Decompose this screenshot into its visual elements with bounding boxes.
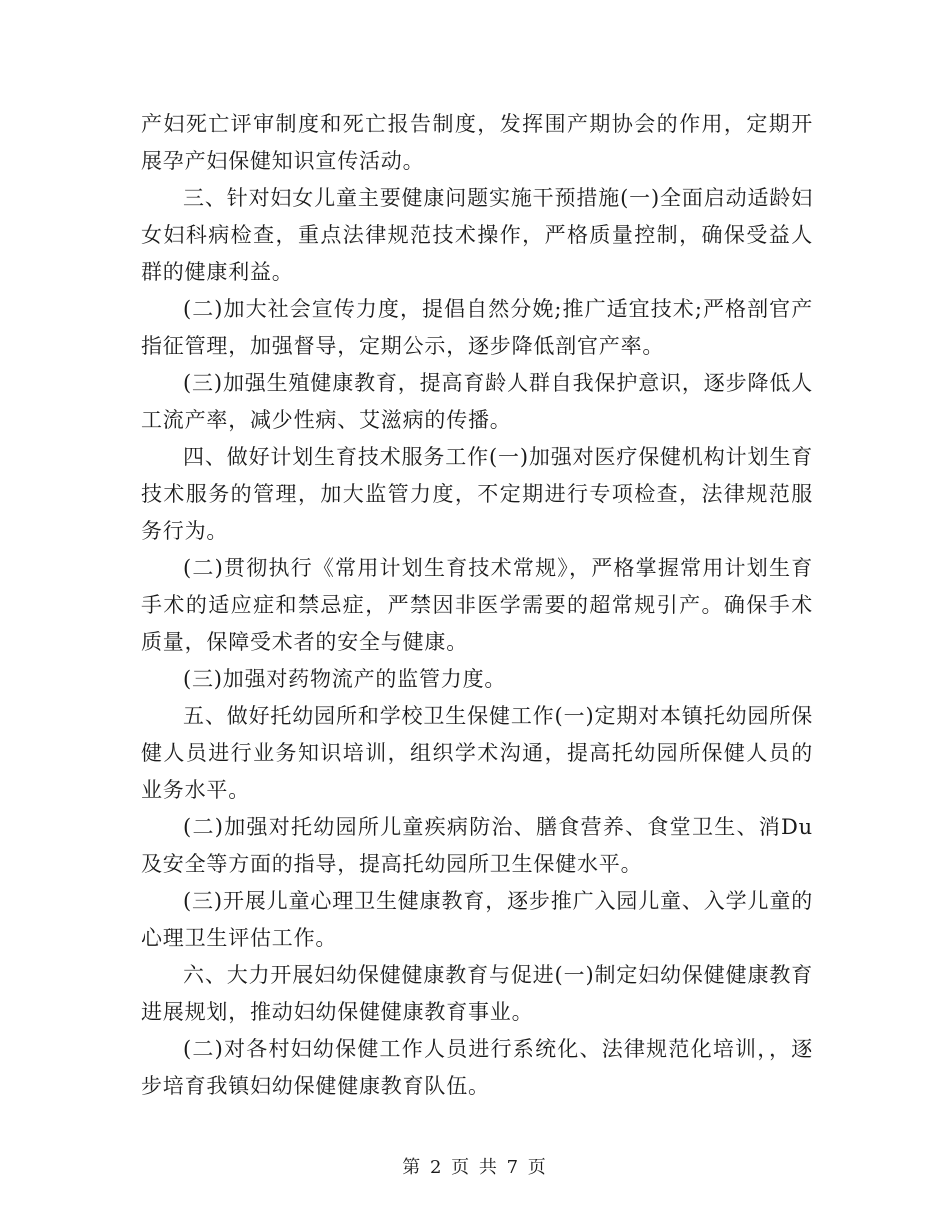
paragraph-continuation: 产妇死亡评审制度和死亡报告制度，发挥围产期协会的作用，定期开展孕产妇保健知识宣传活动。 (141, 112, 813, 173)
paragraph-section-six: 六、大力开展妇幼保健健康教育与促进(一)制定妇幼保健健康教育进展规划，推动妇幼保健健康教育事业。 (141, 963, 813, 1024)
paragraph: (二)加强对托幼园所儿童疾病防治、膳食营养、食堂卫生、消Du及安全等方面的指导，提高托幼园所卫生保健水平。 (141, 815, 813, 876)
paragraph: (三)加强对药物流产的监管力度。 (183, 667, 507, 691)
paragraph-section-three: 三、针对妇女儿童主要健康问题实施干预措施(一)全面启动适龄妇女妇科病检查，重点法律规范技术操作，严格质量控制，确保受益人群的健康利益。 (141, 186, 813, 284)
page-number-footer: 第 2 页 共 7 页 (402, 1157, 548, 1178)
paragraph: (二)加大社会宣传力度，提倡自然分娩;推广适宜技术;严格剖官产指征管理，加强督导，定期公示，逐步降低剖官产率。 (141, 297, 813, 358)
paragraph: (二)对各村妇幼保健工作人员进行系统化、法律规范化培训，，逐步培育我镇妇幼保健健康教育队伍。 (141, 1037, 813, 1098)
paragraph: (二)贯彻执行《常用计划生育技术常规》，严格掌握常用计划生育手术的适应症和禁忌症，严禁因非医学需要的超常规引产。确保手术质量，保障受术者的安全与健康。 (141, 556, 813, 654)
paragraph: (三)加强生殖健康教育，提高育龄人群自我保护意识，逐步降低人工流产率，减少性病、艾滋病的传播。 (141, 371, 813, 432)
paragraph: (三)开展儿童心理卫生健康教育，逐步推广入园儿童、入学儿童的心理卫生评估工作。 (141, 889, 813, 950)
paragraph-section-five: 五、做好托幼园所和学校卫生保健工作(一)定期对本镇托幼园所保健人员进行业务知识培训，组织学术沟通，提高托幼园所保健人员的业务水平。 (141, 704, 813, 802)
paragraph-section-four: 四、做好计划生育技术服务工作(一)加强对医疗保健机构计划生育技术服务的管理，加大监管力度，不定期进行专项检查，法律规范服务行为。 (141, 445, 813, 543)
document-body (141, 106, 813, 1105)
